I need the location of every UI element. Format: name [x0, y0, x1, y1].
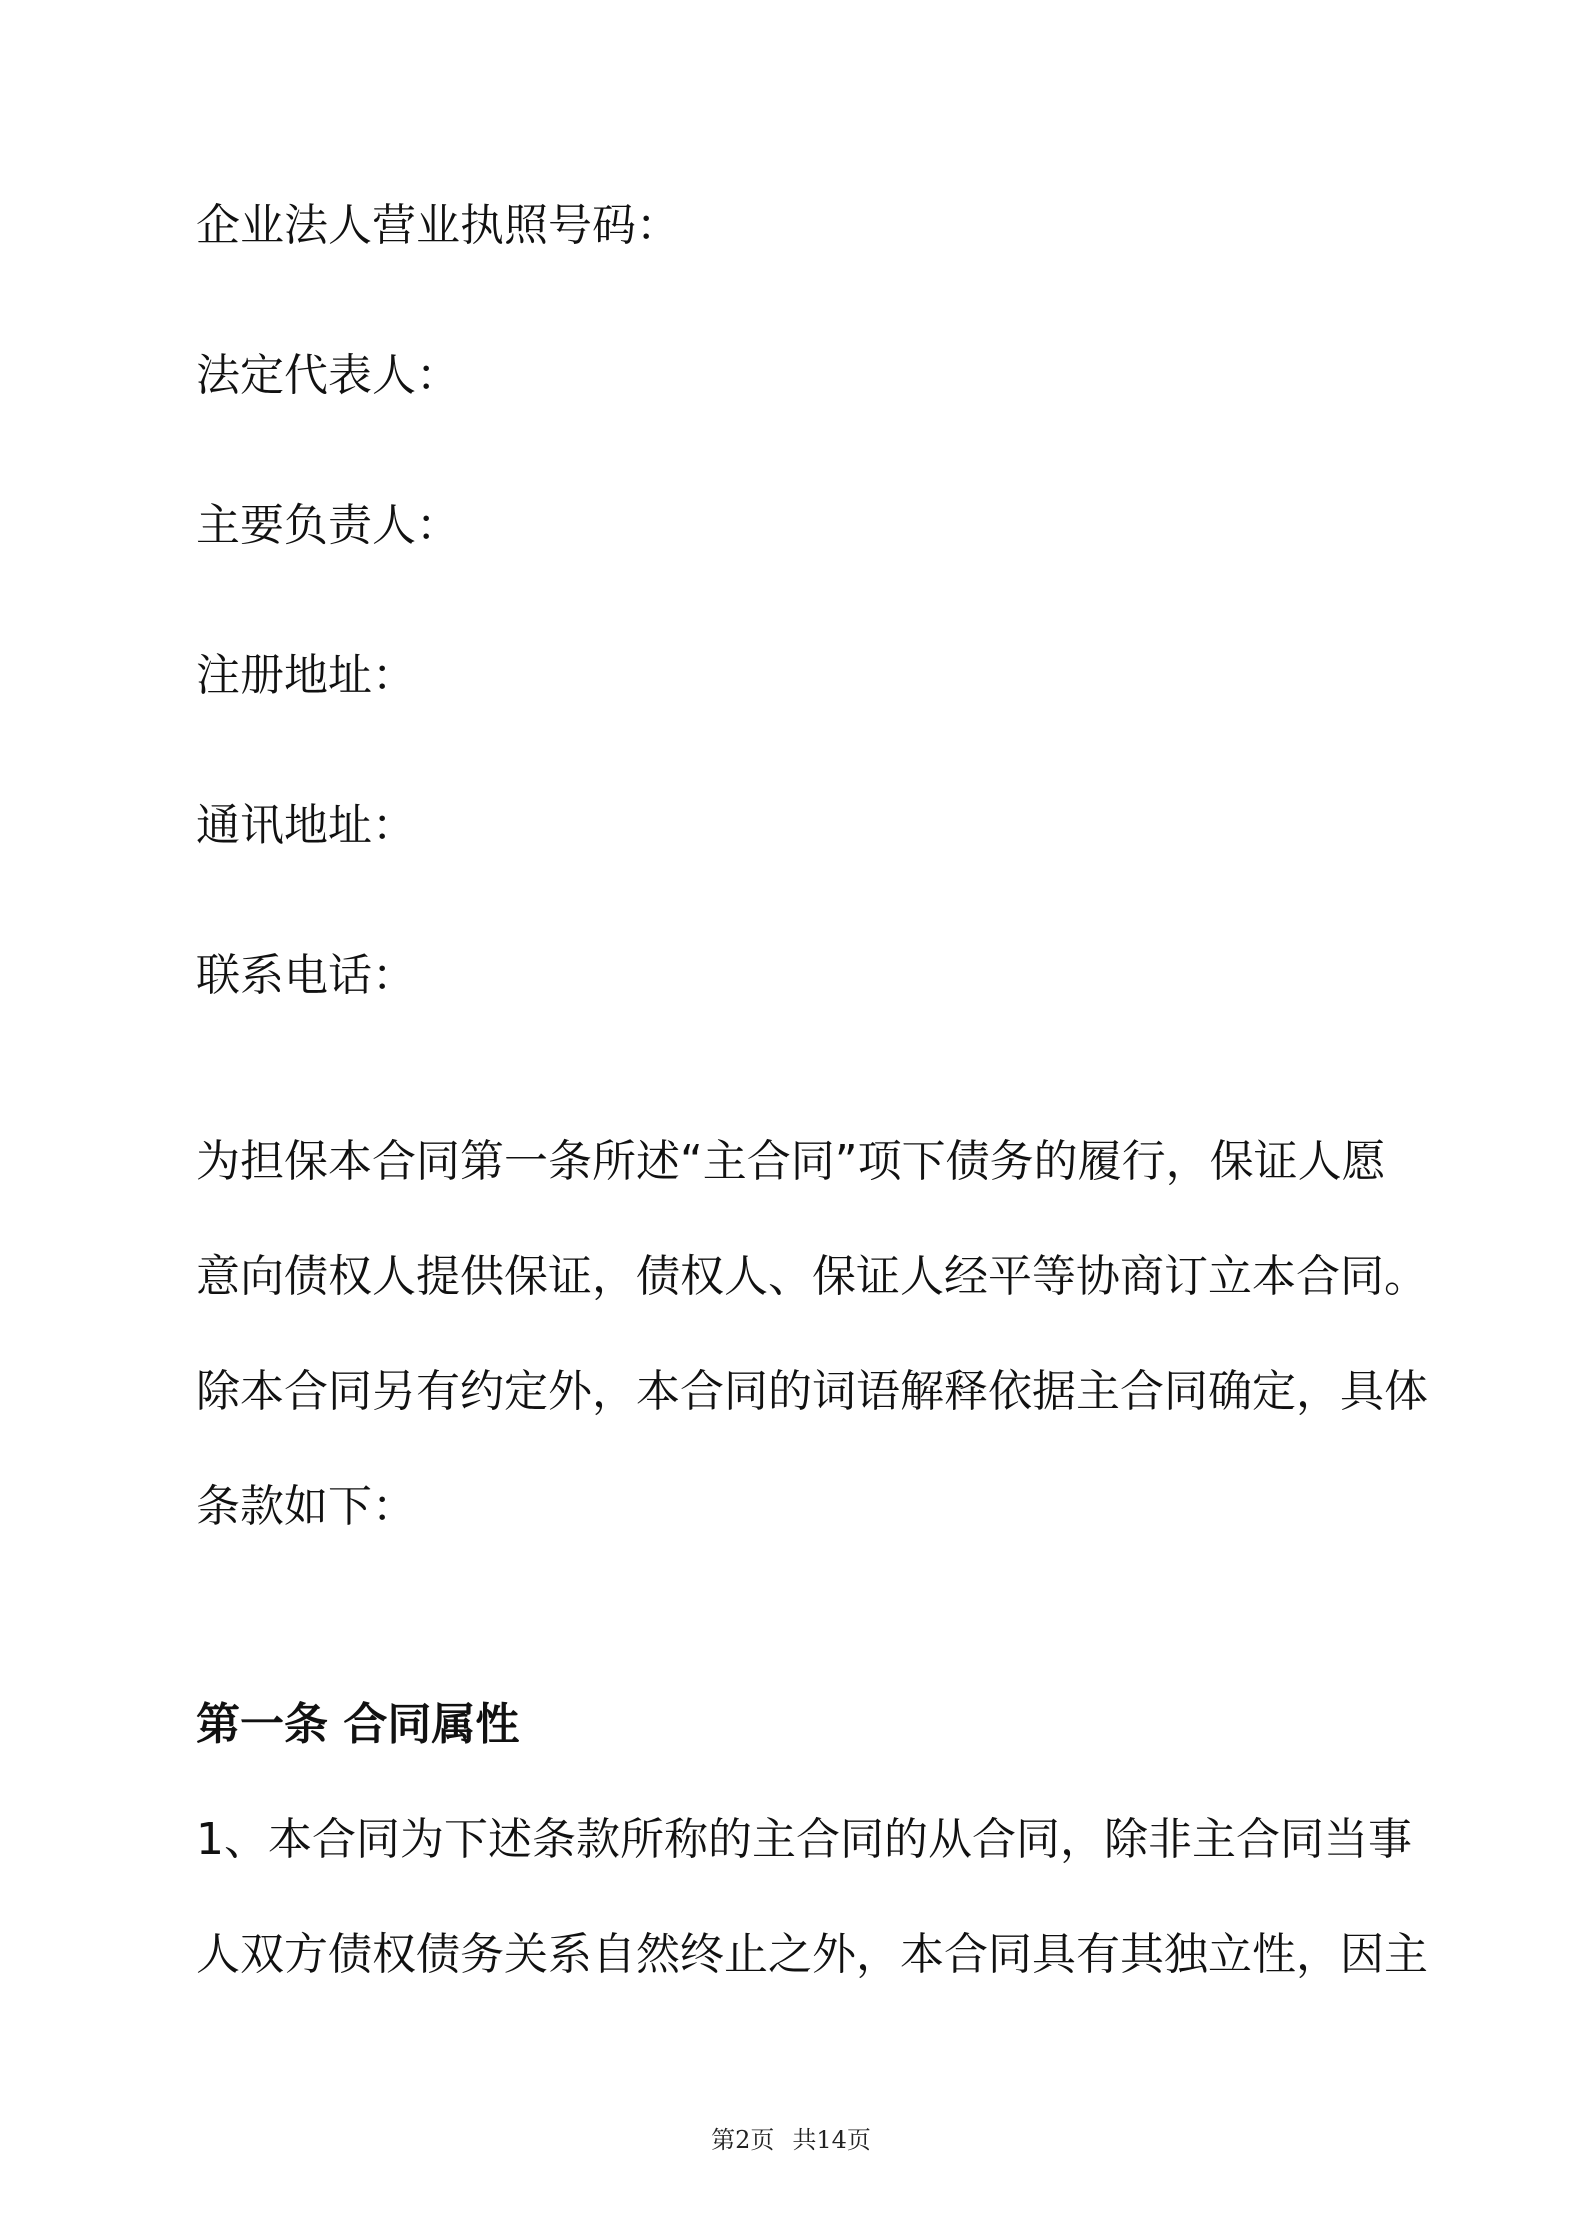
field-license-number: 企业法人营业执照号码： [196, 200, 680, 251]
field-registered-address: 注册地址： [196, 650, 416, 701]
article-1-title: 第一条 合同属性 [196, 1699, 520, 1750]
page-total: 共14页 [792, 2126, 871, 2154]
field-mailing-address: 通讯地址： [196, 800, 416, 851]
preamble-line-2: 意向债权人提供保证，债权人、保证人经平等协商订立本合同。 [196, 1251, 1428, 1302]
preamble-line-4: 条款如下： [196, 1481, 416, 1532]
article-1-clause-1-line-1: 1、本合同为下述条款所称的主合同的从合同，除非主合同当事 [196, 1814, 1412, 1865]
field-phone: 联系电话： [196, 950, 416, 1001]
preamble-line-1: 为担保本合同第一条所述“主合同”项下债务的履行，保证人愿 [196, 1136, 1386, 1187]
article-1-clause-1-line-2: 人双方债权债务关系自然终止之外，本合同具有其独立性，因主 [196, 1929, 1428, 1980]
page-number: 第2页 [711, 2126, 775, 2154]
field-principal: 主要负责人： [196, 500, 460, 551]
preamble-line-3: 除本合同另有约定外，本合同的词语解释依据主合同确定，具体 [196, 1366, 1428, 1417]
field-legal-representative: 法定代表人： [196, 350, 460, 401]
page-footer [0, 2124, 1582, 2156]
